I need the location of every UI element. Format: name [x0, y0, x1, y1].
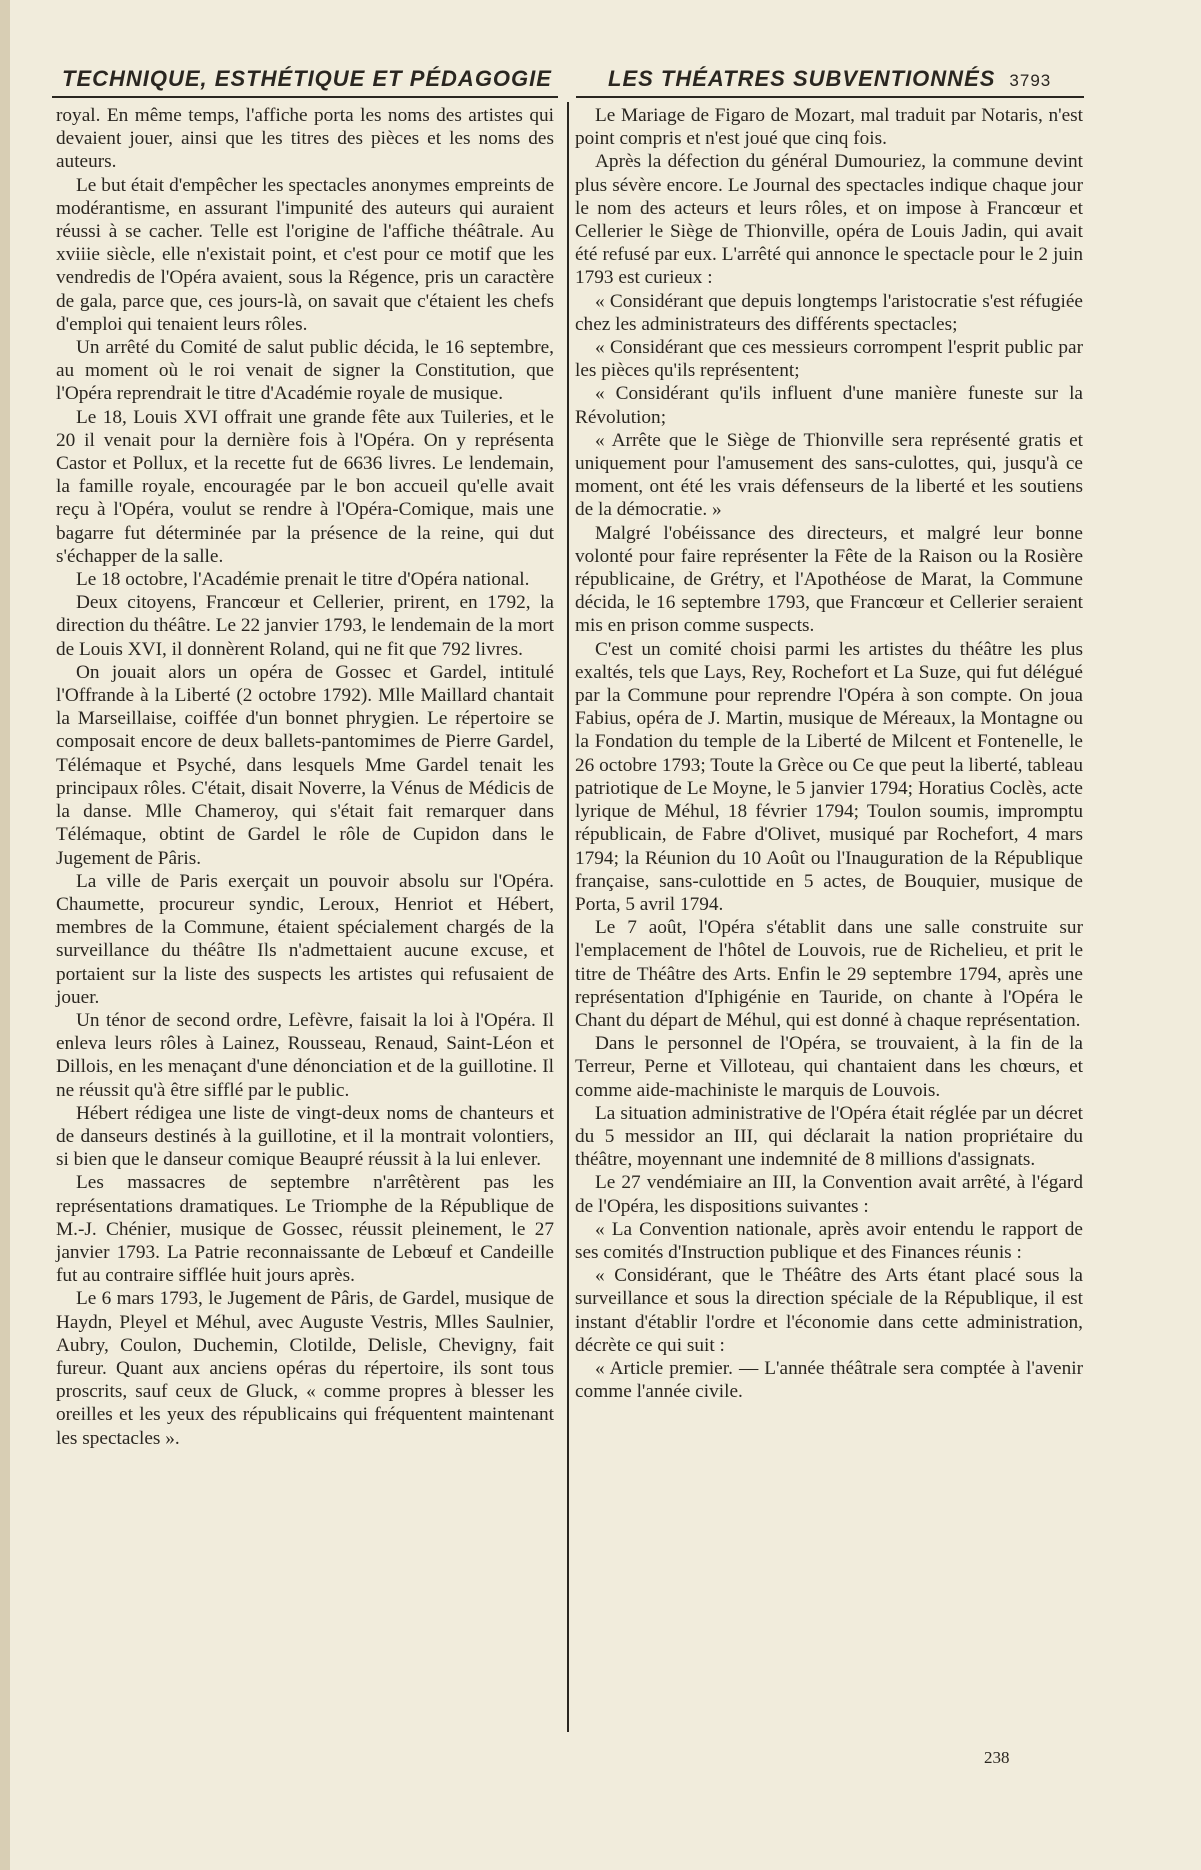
paragraph: « Considérant que depuis longtemps l'aristocratie s'est réfugiée chez les administrateurs des différents spectacles; — [575, 290, 1083, 335]
header-rule-right — [576, 96, 1084, 98]
paragraph: Hébert rédigea une liste de vingt-deux noms de chanteurs et de danseurs destinés à la guillotine, et il la montrait volontiers, si bien que le danseur comique Beaupré réussit à la lui enlever. — [56, 1102, 554, 1171]
paragraph: Le but était d'empêcher les spectacles anonymes empreints de modérantisme, en assurant l'impunité des auteurs qui auraient réussi à se cacher. Telle est l'origine de l'affiche théâtrale. Au xviiie siècle, elle n'existait point, et c'est pour ce motif que les vendredis de l'Opéra avaient, sous la Régence, pris un caractère de gala, parce que, ces jours-là, on savait que c'étaient les chefs d'emploi qui tenaient leurs rôles. — [56, 174, 554, 335]
header-rule-left — [52, 96, 558, 98]
paragraph: On jouait alors un opéra de Gossec et Gardel, intitulé l'Offrande à la Liberté (2 octobre 1792). Mlle Maillard chantait la Marseillaise, coiffée d'un bonnet phrygien. Le répertoire se composait encore de deux ballets-pantomimes de Pierre Gardel, Télémaque et Psyché, dans lesquels Mme Gardel tenait les principaux rôles. C'était, disait Noverre, la Vénus de Médicis de la danse. Mlle Chameroy, qui s'était fait remarquer dans Télémaque, obtint de Gardel le rôle de Cupidon dans le Jugement de Pâris. — [56, 661, 554, 869]
column-divider — [567, 102, 569, 1732]
paragraph: Dans le personnel de l'Opéra, se trouvaient, à la fin de la Terreur, Perne et Villoteau, qui chantaient dans les chœurs, et comme aide-machiniste le marquis de Louvois. — [575, 1033, 1083, 1101]
paragraph: Le 18 octobre, l'Académie prenait le titre d'Opéra national. — [76, 569, 530, 591]
paragraph: Deux citoyens, Francœur et Cellerier, prirent, en 1792, la direction du théâtre. Le 22 janvier 1793, le lendemain de la mort de Louis XVI, il donnèrent Roland, qui ne fit que 792 livres. — [56, 592, 554, 660]
page-edge — [0, 0, 10, 1870]
paragraph: Après la défection du général Dumouriez, la commune devint plus sévère encore. Le Journal des spectacles indique chaque jour le nom des acteurs et leurs rôles, et on impose à Francœur et Cellerier le Siège de Thionville, opéra de Louis Jadin, qui avait été refusé par eux. L'arrêté qui annonce le spectacle pour le 2 juin 1793 est curieux : — [575, 151, 1083, 289]
left-column — [56, 104, 554, 1450]
paragraph: Les massacres de septembre n'arrêtèrent pas les représentations dramatiques. Le Triomphe de la République de M.-J. Chénier, musique de Gossec, réussit pleinement, le 27 janvier 1793. La Patrie reconnaissante de Lebœuf et Candeille fut au contraire sifflée huit jours après. — [56, 1172, 554, 1287]
running-header-title: LES THÉATRES SUBVENTIONNÉS — [608, 66, 996, 91]
right-column — [575, 104, 1083, 1403]
paragraph: C'est un comité choisi parmi les artistes du théâtre les plus exaltés, tels que Lays, Rey, Rochefort et La Suze, qui fut délégué par la Commune pour reprendre l'Opéra à son compte. On joua Fabius, opéra de J. Martin, musique de Méreaux, la Montagne ou la Fondation du temple de la Liberté de Milcent et Fontenelle, le 26 octobre 1793; Toute la Grèce ou Ce que peut la liberté, tableau patriotique de Le Moyne, le 5 janvier 1794; Horatius Coclès, acte lyrique de Méhul, 18 février 1794; Toulon soumis, impromptu républicain, de Fabre d'Olivet, musiqué par Rochefort, 4 mars 1794; la Réunion du 10 Août ou l'Inauguration de la République française, sans-culottide en 5 actes, de Bouquier, musique de Porta, 5 avril 1794. — [575, 638, 1083, 915]
paragraph: Le 27 vendémiaire an III, la Convention avait arrêté, à l'égard de l'Opéra, les dispositions suivantes : — [575, 1172, 1083, 1217]
paragraph: « La Convention nationale, après avoir entendu le rapport de ses comités d'Instruction publique et des Finances réunis : — [575, 1218, 1083, 1263]
footer-number: 238 — [984, 1748, 1010, 1767]
paragraph: royal. En même temps, l'affiche porta les noms des artistes qui devaient jouer, ainsi que les titres des pièces et les noms des auteurs. — [56, 105, 554, 173]
paragraph: Un ténor de second ordre, Lefèvre, faisait la loi à l'Opéra. Il enleva leurs rôles à Lainez, Rousseau, Renaud, Saint-Léon et Dillois, en les menaçant d'une dénonciation et de la guillotine. Il ne réussit qu'à être sifflé par le public. — [56, 1009, 554, 1101]
paragraph: La ville de Paris exerçait un pouvoir absolu sur l'Opéra. Chaumette, procureur syndic, Leroux, Henriot et Hébert, membres de la Commune, étaient spécialement chargés de la surveillance du théâtre Ils n'admettaient aucune excuse, et portaient sur la liste des suspects les artistes qui refusaient de jouer. — [56, 870, 554, 1008]
paragraph: Un arrêté du Comité de salut public décida, le 16 septembre, au moment où le roi venait de signer la Constitution, que l'Opéra reprendrait le titre d'Académie royale de musique. — [56, 337, 554, 405]
paragraph: Le 18, Louis XVI offrait une grande fête aux Tuileries, et le 20 il venait pour la dernière fois à l'Opéra. On y représenta Castor et Pollux, et la recette fut de 6636 livres. Le lendemain, la famille royale, encouragée par le bon accueil qu'elle avait reçu à l'Opéra, voulut se rendre à l'Opéra-Comique, mais une bagarre fut déterminée par la présence de la reine, qui dut s'échapper de la salle. — [56, 406, 554, 567]
page-number: 3793 — [1009, 71, 1052, 90]
running-header-left: TECHNIQUE, ESTHÉTIQUE ET PÉDAGOGIE — [62, 66, 552, 91]
paragraph: « Arrête que le Siège de Thionville sera représenté gratis et uniquement pour l'amusement des sans-culottes, qui, jusqu'à ce moment, ont été les vrais défenseurs de la liberté et les soutiens de la démocratie. » — [575, 429, 1083, 521]
paragraph: Le Mariage de Figaro de Mozart, mal traduit par Notaris, n'est point compris et n'est joué que cinq fois. — [575, 105, 1083, 150]
paragraph: Le 7 août, l'Opéra s'établit dans une salle construite sur l'emplacement de l'hôtel de Louvois, rue de Richelieu, et prit le titre de Théâtre des Arts. Enfin le 29 septembre 1794, après une représentation d'Iphigénie en Tauride, on chante à l'Opéra le Chant du départ de Méhul, qui est donné à chaque représentation. — [575, 917, 1083, 1031]
paragraph: Malgré l'obéissance des directeurs, et malgré leur bonne volonté pour faire représenter la Fête de la Raison ou la Rosière républicaine, de Grétry, et l'Apothéose de Marat, la Commune décida, le 16 septembre 1793, que Francœur et Cellerier seraient mis en prison comme suspects. — [575, 522, 1083, 637]
paragraph: La situation administrative de l'Opéra était réglée par un décret du 5 messidor an III, qui déclarait la nation propriétaire du théâtre, moyennant une indemnité de 8 millions d'assignats. — [575, 1102, 1083, 1171]
paragraph: « Article premier. — L'année théâtrale sera comptée à l'avenir comme l'année civile. — [575, 1357, 1083, 1403]
paragraph: « Considérant qu'ils influent d'une manière funeste sur la Révolution; — [575, 383, 1083, 428]
paragraph: Le 6 mars 1793, le Jugement de Pâris, de Gardel, musique de Haydn, Pleyel et Méhul, avec Auguste Vestris, Mlles Saulnier, Aubry, Coulon, Duchemin, Clotilde, Delisle, Chevigny, fait fureur. Quant aux anciens opéras du répertoire, ils sont tous proscrits, sauf ceux de Gluck, « comme propres à blesser les oreilles et les yeux des républicains qui fréquentent maintenant les spectacles ». — [56, 1288, 554, 1449]
paragraph: « Considérant que ces messieurs corrompent l'esprit public par les pièces qu'ils représentent; — [575, 337, 1083, 382]
running-header-right — [608, 66, 1051, 92]
paragraph: « Considérant, que le Théâtre des Arts étant placé sous la surveillance et sous la direction spéciale de la République, il est instant d'établir l'ordre et l'économie dans cette administration, décrète ce qui suit : — [575, 1265, 1083, 1356]
